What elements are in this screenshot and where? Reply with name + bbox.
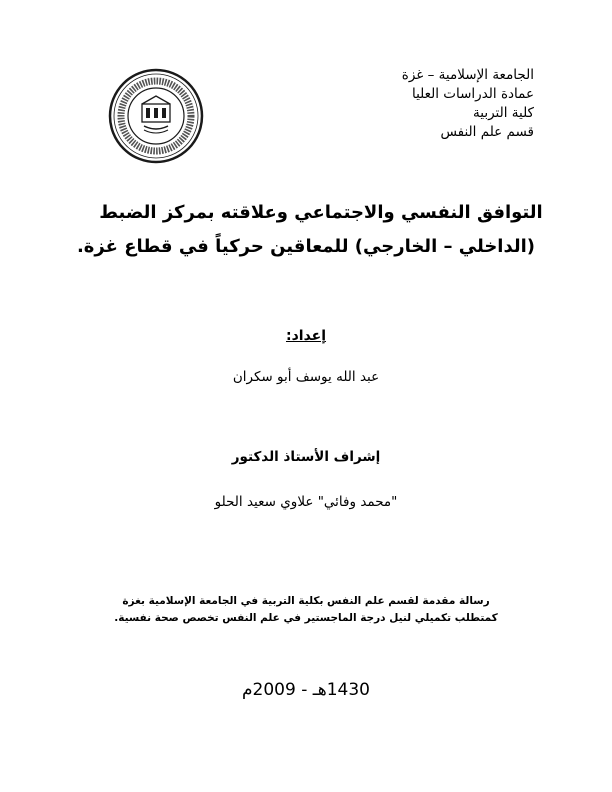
supervisor-name: "محمد وفائي" علاوي سعيد الحلو xyxy=(214,494,398,510)
supervision-label: إشراف الأستاذ الدكتور xyxy=(231,449,381,465)
university-name: الجامعة الإسلامية – غزة xyxy=(401,67,534,83)
university-seal-icon xyxy=(108,68,204,164)
author-name: عبد الله يوسف أبو سكران xyxy=(232,369,380,385)
deanship-name: عمادة الدراسات العليا xyxy=(411,86,534,102)
thesis-title xyxy=(0,196,612,264)
prepared-by-label: إعداد: xyxy=(285,328,327,344)
institution-header xyxy=(402,66,534,142)
submission-note-line-1: رسالة مقدمة لقسم علم النفس بكلية التربية في الجامعة الإسلامية بغزة xyxy=(122,595,490,607)
submission-note xyxy=(0,593,612,627)
college-name: كلية التربية xyxy=(473,105,534,121)
submission-date: 1430هـ - 2009م xyxy=(242,680,370,700)
department-name: قسم علم النفس xyxy=(440,124,534,140)
submission-note-line-2: كمتطلب تكميلي لنيل درجة الماجستير في علم النفس تخصص صحة نفسية. xyxy=(114,612,498,624)
thesis-title-line-1: التوافق النفسي والاجتماعي وعلاقته بمركز الضبط xyxy=(99,202,543,223)
thesis-title-line-2: (الداخلي – الخارجي) للمعاقين حركياً في قطاع غزة. xyxy=(76,236,536,257)
